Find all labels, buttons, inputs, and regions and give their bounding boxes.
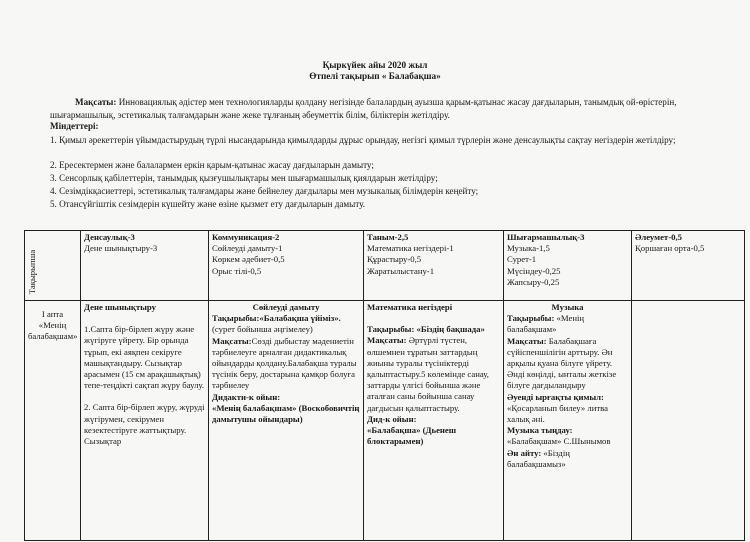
column-line: Орыс тілі-0,5 <box>212 265 262 276</box>
lesson-paragraph: 2. Сапта бір-бірлеп жүру, жүруді жүгірумен, секірумен кезектестіруге жаттықтыру. Сызықтар <box>84 402 205 447</box>
game-value: «Менің балабақшам» (Воскобовичтің дамытушы ойындары) <box>212 402 360 425</box>
goal-label: Мақсаты: <box>367 335 407 346</box>
game-label: Дидакти-к ойын: <box>212 391 281 402</box>
column-header-society <box>632 231 745 301</box>
task-item-1: 1. Қимыл әрекеттерін үйымдастырудың түрлі нысандарында қимылдарды дұрыс орындау, негізгі қимыл түрлерін және денсаулықты сақтау негіздерін жетілдіру; <box>50 135 676 145</box>
task-item-4: 4. Сезімдікқасиеттері, эстетикалық талғамдары және бейнелеу дағдылары мен музыкалық білімдерін кеңейту; <box>50 186 479 196</box>
column-title: Шығармашылық-3 <box>507 232 585 242</box>
document-date-title: Қыркүйек айы 2020 жыл <box>322 60 428 70</box>
topic-value: «Біздің бақшада» <box>416 324 485 335</box>
column-line: Қоршаған орта-0,5 <box>635 243 705 254</box>
column-line: Жапсыру-0,25 <box>507 276 560 287</box>
column-line: Көркем әдебиет-0,5 <box>212 254 285 265</box>
cell-math-basics <box>364 301 504 541</box>
column-title: Таным-2,5 <box>367 232 409 242</box>
cell-music <box>504 301 632 541</box>
cell-speech-development <box>209 301 364 541</box>
lesson-note: (сурет бойынша әңгімелеу) <box>212 324 313 335</box>
topic-label: Тақырыбы: <box>212 313 260 324</box>
document-topic-title: Өтпелі тақырып « Балабақша» <box>309 71 441 81</box>
column-title: Денсаулық-3 <box>84 232 135 242</box>
song-value: «Біздің балабақшамыз» <box>507 447 570 469</box>
cell-physical-education <box>81 301 209 541</box>
task-item-2: 2. Ересектермен және балалармен еркін қарым-қатынас жасау дағдыларын дамыту; <box>50 160 374 170</box>
listen-label: Музыка тыңдау: <box>507 425 573 436</box>
listen-value: «Балабақшам» С.Шынымов <box>507 436 611 447</box>
lesson-title: Математика негіздері <box>367 302 453 312</box>
week-label: І апта <box>41 309 64 319</box>
column-line: Мүсіндеу-0,25 <box>507 265 561 276</box>
goal-label: Мақсаты: <box>75 97 117 107</box>
game-value: «Балабақша» (Дьенеш блоктарымен) <box>367 425 457 447</box>
lesson-paragraph: 1.Сапта бір-бірлеп жүру және жүгіруге үйрету. Бір орында тұрып, екі аяқпен секіруге машықтандыру. Сызықтар арасымен (15 см арақашықтық) тепе-теңдікті сақтап жүру баулу. <box>84 324 205 391</box>
column-line: Музыка-1,5 <box>507 243 550 254</box>
schedule-table <box>24 230 745 541</box>
task-item-5: 5. Отансүйгіштік сезімдерін күшейту және өзіне қызмет ету дағдыларын дамыту. <box>50 199 366 209</box>
topic-value: «Балабақша үйіміз». <box>259 313 341 324</box>
column-line: Математика негіздері-1 <box>367 243 454 254</box>
goal-text: Инновациялық әдістер мен технологияларды қолдану негізінде балалардың ауызша қарым-қатынас жасау дағдыларын, танымдық ой-өрістерін, шығармашылық, эстетикалық талғамдарын және жеке тұлғаның әбеуметтік білім, біліктерін жетілдіру. <box>50 97 677 120</box>
goal-label: Мақсаты: <box>507 335 547 346</box>
lesson-title: Музыка <box>551 302 584 312</box>
goal-paragraph <box>50 96 728 121</box>
goal-label: Мақсаты: <box>212 335 252 346</box>
goal-value: Әртүрлі түстен, өлшемнен тұратын заттардың жиыны туралы түсініктерді қалыптастыру.5 көлемінде санау, заттарды үлгісі бойынша және аталған саны бойынша санау дағдысын қалыптастыру. <box>367 335 489 413</box>
topic-label: Тақырыбы: <box>367 324 415 335</box>
column-title: Коммуникация-2 <box>212 232 280 242</box>
table-header-row <box>25 231 745 301</box>
table-row-week-1 <box>25 301 745 541</box>
column-header-cognition <box>364 231 504 301</box>
row-header-cell <box>25 231 81 301</box>
lesson-title: Дене шынықтыру <box>84 302 156 312</box>
goal-value: Сөзді дыбыстау мәдениетін тәрбиелеуге арналған дидактикалық ойындарды қолдану.Балабақша туралы түсінік беру, достарына қамқор болуға тәрбиелеу <box>212 335 357 391</box>
lesson-title: Сөйлеуді дамыту <box>252 302 320 312</box>
column-header-health <box>81 231 209 301</box>
song-label: Ән айту: <box>507 447 542 458</box>
task-item-3: 3. Сенсорлық қабілеттерін, танымдық қызғушылықтары мен шығармашылық қиялдарын жетілдіру; <box>50 173 438 183</box>
game-label: Дид-к ойын: <box>367 413 417 424</box>
column-title: Әлеумет-0,5 <box>635 232 682 242</box>
column-line: Құрастыру-0,5 <box>367 254 422 265</box>
dance-value: «Қосарланып билеу» литва халық әні. <box>507 402 608 425</box>
tasks-heading: Міндеттері: <box>50 121 99 131</box>
column-line: Сөйлеуді дамыту-1 <box>212 243 283 254</box>
column-header-communication <box>209 231 364 301</box>
week-cell <box>25 301 81 541</box>
topic-label: Тақырыбы: <box>507 313 555 324</box>
column-line: Сурет-1 <box>507 254 537 265</box>
column-line: Жаратылыстану-1 <box>367 265 435 276</box>
topic-value: «Менің балабақшам» <box>507 313 585 335</box>
goal-value: Балабақшаға сүйіспеншілігін арттыру. Ән арқылы қуана білуге үйрету. Әнді көңілді, ынталы жеткізе білуге дағдыландыру <box>507 335 617 391</box>
column-line: Дене шынықтыру-3 <box>84 243 158 254</box>
column-header-creativity <box>504 231 632 301</box>
dance-label: Әуенді ырғақты қимыл: <box>507 391 604 402</box>
week-topic: «Менің балабақшам» <box>28 320 78 342</box>
cell-empty <box>632 301 745 541</box>
row-header-label: Тақырыпша <box>26 249 37 294</box>
